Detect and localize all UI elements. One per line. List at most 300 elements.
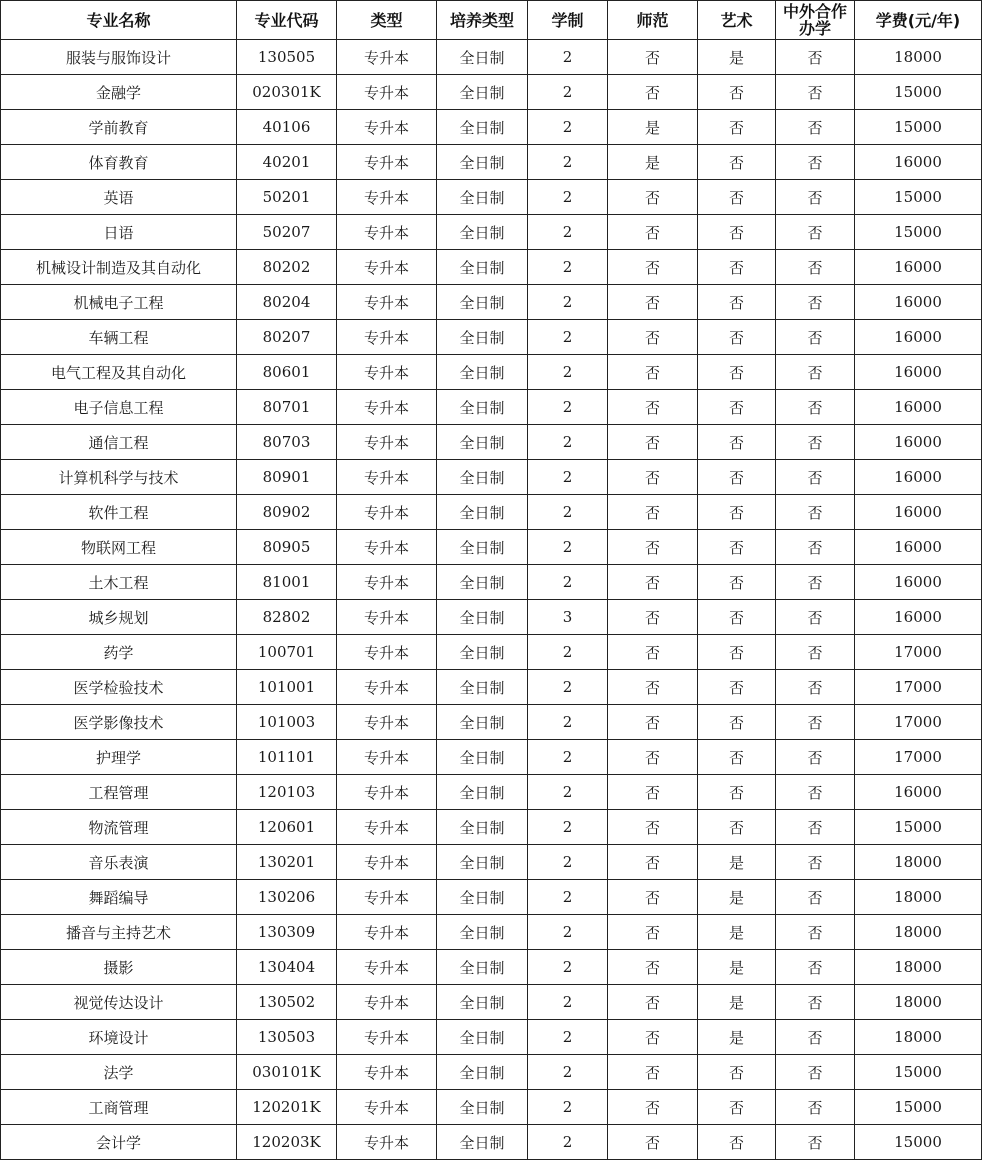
cell-tuition: 17000 — [855, 635, 982, 670]
cell-art: 否 — [698, 775, 776, 810]
cell-tuition: 16000 — [855, 145, 982, 180]
cell-training-type: 全日制 — [437, 1090, 528, 1125]
cell-training-type: 全日制 — [437, 110, 528, 145]
cell-major-code: 130505 — [237, 40, 337, 75]
cell-training-type: 全日制 — [437, 985, 528, 1020]
cell-normal: 否 — [608, 390, 698, 425]
cell-type: 专升本 — [337, 845, 437, 880]
cell-major-code: 130404 — [237, 950, 337, 985]
cell-joint-program: 否 — [776, 75, 855, 110]
table-row — [1, 460, 982, 495]
header-row — [1, 1, 982, 40]
cell-joint-program: 否 — [776, 740, 855, 775]
table-row — [1, 985, 982, 1020]
cell-art: 否 — [698, 1125, 776, 1160]
cell-training-type: 全日制 — [437, 460, 528, 495]
cell-normal: 是 — [608, 145, 698, 180]
cell-type: 专升本 — [337, 250, 437, 285]
header-joint-program: 中外合作办学 — [776, 1, 855, 40]
cell-tuition: 15000 — [855, 180, 982, 215]
cell-tuition: 16000 — [855, 425, 982, 460]
cell-major-name: 日语 — [1, 215, 237, 250]
cell-major-name: 物流管理 — [1, 810, 237, 845]
cell-normal: 否 — [608, 810, 698, 845]
cell-tuition: 15000 — [855, 1090, 982, 1125]
cell-training-type: 全日制 — [437, 1055, 528, 1090]
cell-normal: 否 — [608, 845, 698, 880]
table-row — [1, 110, 982, 145]
table-row — [1, 565, 982, 600]
cell-art: 是 — [698, 950, 776, 985]
cell-art: 是 — [698, 915, 776, 950]
cell-art: 否 — [698, 1055, 776, 1090]
table-row — [1, 180, 982, 215]
cell-major-code: 130201 — [237, 845, 337, 880]
cell-tuition: 17000 — [855, 670, 982, 705]
cell-type: 专升本 — [337, 530, 437, 565]
cell-normal: 否 — [608, 355, 698, 390]
cell-art: 否 — [698, 320, 776, 355]
cell-type: 专升本 — [337, 320, 437, 355]
cell-tuition: 18000 — [855, 40, 982, 75]
cell-training-type: 全日制 — [437, 845, 528, 880]
cell-major-code: 130309 — [237, 915, 337, 950]
cell-joint-program: 否 — [776, 250, 855, 285]
cell-tuition: 16000 — [855, 320, 982, 355]
cell-normal: 否 — [608, 215, 698, 250]
cell-training-type: 全日制 — [437, 950, 528, 985]
header-tuition: 学费(元/年) — [855, 1, 982, 40]
cell-normal: 否 — [608, 880, 698, 915]
cell-major-name: 会计学 — [1, 1125, 237, 1160]
cell-major-code: 81001 — [237, 565, 337, 600]
cell-joint-program: 否 — [776, 1090, 855, 1125]
cell-type: 专升本 — [337, 40, 437, 75]
cell-type: 专升本 — [337, 495, 437, 530]
cell-type: 专升本 — [337, 180, 437, 215]
cell-joint-program: 否 — [776, 390, 855, 425]
cell-art: 否 — [698, 565, 776, 600]
cell-major-code: 80902 — [237, 495, 337, 530]
cell-joint-program: 否 — [776, 320, 855, 355]
cell-tuition: 16000 — [855, 530, 982, 565]
cell-major-name: 医学影像技术 — [1, 705, 237, 740]
cell-major-name: 机械设计制造及其自动化 — [1, 250, 237, 285]
header-major-name: 专业名称 — [1, 1, 237, 40]
cell-duration: 2 — [528, 1090, 608, 1125]
cell-type: 专升本 — [337, 75, 437, 110]
cell-major-code: 50201 — [237, 180, 337, 215]
cell-type: 专升本 — [337, 285, 437, 320]
cell-art: 否 — [698, 425, 776, 460]
cell-major-code: 80601 — [237, 355, 337, 390]
cell-tuition: 18000 — [855, 1020, 982, 1055]
cell-joint-program: 否 — [776, 670, 855, 705]
cell-major-code: 80202 — [237, 250, 337, 285]
cell-tuition: 17000 — [855, 705, 982, 740]
table-row — [1, 950, 982, 985]
cell-type: 专升本 — [337, 740, 437, 775]
table-row — [1, 775, 982, 810]
cell-tuition: 16000 — [855, 460, 982, 495]
cell-tuition: 16000 — [855, 355, 982, 390]
cell-art: 否 — [698, 215, 776, 250]
cell-joint-program: 否 — [776, 425, 855, 460]
cell-normal: 否 — [608, 740, 698, 775]
cell-training-type: 全日制 — [437, 215, 528, 250]
cell-type: 专升本 — [337, 425, 437, 460]
cell-major-code: 80207 — [237, 320, 337, 355]
table-row — [1, 600, 982, 635]
cell-major-code: 80901 — [237, 460, 337, 495]
cell-major-code: 80701 — [237, 390, 337, 425]
cell-art: 否 — [698, 460, 776, 495]
cell-duration: 2 — [528, 845, 608, 880]
cell-art: 是 — [698, 40, 776, 75]
cell-major-name: 电子信息工程 — [1, 390, 237, 425]
cell-major-name: 环境设计 — [1, 1020, 237, 1055]
cell-duration: 2 — [528, 320, 608, 355]
table-row — [1, 145, 982, 180]
cell-major-code: 80905 — [237, 530, 337, 565]
cell-joint-program: 否 — [776, 810, 855, 845]
cell-duration: 2 — [528, 250, 608, 285]
table-row — [1, 40, 982, 75]
cell-duration: 2 — [528, 425, 608, 460]
cell-joint-program: 否 — [776, 285, 855, 320]
cell-training-type: 全日制 — [437, 390, 528, 425]
cell-art: 否 — [698, 355, 776, 390]
cell-normal: 否 — [608, 950, 698, 985]
cell-type: 专升本 — [337, 110, 437, 145]
table-row — [1, 740, 982, 775]
cell-major-name: 工商管理 — [1, 1090, 237, 1125]
header-duration: 学制 — [528, 1, 608, 40]
cell-duration: 2 — [528, 75, 608, 110]
cell-art: 是 — [698, 845, 776, 880]
cell-normal: 否 — [608, 250, 698, 285]
cell-type: 专升本 — [337, 1055, 437, 1090]
cell-duration: 2 — [528, 495, 608, 530]
cell-major-name: 播音与主持艺术 — [1, 915, 237, 950]
cell-major-name: 通信工程 — [1, 425, 237, 460]
cell-training-type: 全日制 — [437, 530, 528, 565]
cell-major-name: 音乐表演 — [1, 845, 237, 880]
cell-duration: 2 — [528, 390, 608, 425]
cell-training-type: 全日制 — [437, 1125, 528, 1160]
cell-tuition: 16000 — [855, 495, 982, 530]
header-major-code: 专业代码 — [237, 1, 337, 40]
cell-normal: 否 — [608, 915, 698, 950]
cell-major-code: 101001 — [237, 670, 337, 705]
table-row — [1, 355, 982, 390]
cell-normal: 否 — [608, 635, 698, 670]
cell-type: 专升本 — [337, 950, 437, 985]
cell-duration: 2 — [528, 705, 608, 740]
cell-art: 否 — [698, 635, 776, 670]
cell-joint-program: 否 — [776, 880, 855, 915]
cell-tuition: 18000 — [855, 880, 982, 915]
header-art: 艺术 — [698, 1, 776, 40]
cell-training-type: 全日制 — [437, 880, 528, 915]
cell-type: 专升本 — [337, 600, 437, 635]
cell-art: 否 — [698, 705, 776, 740]
table-row — [1, 1020, 982, 1055]
cell-art: 否 — [698, 110, 776, 145]
cell-major-code: 82802 — [237, 600, 337, 635]
cell-duration: 2 — [528, 215, 608, 250]
cell-duration: 2 — [528, 40, 608, 75]
cell-training-type: 全日制 — [437, 915, 528, 950]
cell-normal: 否 — [608, 985, 698, 1020]
cell-type: 专升本 — [337, 810, 437, 845]
cell-joint-program: 否 — [776, 355, 855, 390]
cell-normal: 否 — [608, 670, 698, 705]
cell-training-type: 全日制 — [437, 600, 528, 635]
cell-normal: 否 — [608, 1020, 698, 1055]
cell-major-code: 40201 — [237, 145, 337, 180]
cell-tuition: 15000 — [855, 1125, 982, 1160]
cell-training-type: 全日制 — [437, 320, 528, 355]
cell-normal: 否 — [608, 495, 698, 530]
cell-tuition: 15000 — [855, 110, 982, 145]
cell-duration: 2 — [528, 145, 608, 180]
table-row — [1, 670, 982, 705]
cell-type: 专升本 — [337, 635, 437, 670]
cell-major-name: 服装与服饰设计 — [1, 40, 237, 75]
cell-duration: 2 — [528, 180, 608, 215]
cell-normal: 否 — [608, 285, 698, 320]
cell-major-name: 机械电子工程 — [1, 285, 237, 320]
cell-major-code: 130502 — [237, 985, 337, 1020]
cell-duration: 2 — [528, 1020, 608, 1055]
cell-art: 否 — [698, 810, 776, 845]
cell-duration: 2 — [528, 1125, 608, 1160]
cell-type: 专升本 — [337, 1020, 437, 1055]
cell-training-type: 全日制 — [437, 425, 528, 460]
cell-tuition: 18000 — [855, 915, 982, 950]
cell-type: 专升本 — [337, 145, 437, 180]
table-row — [1, 1125, 982, 1160]
cell-joint-program: 否 — [776, 530, 855, 565]
header-training-type: 培养类型 — [437, 1, 528, 40]
cell-normal: 否 — [608, 530, 698, 565]
cell-tuition: 15000 — [855, 215, 982, 250]
cell-tuition: 18000 — [855, 950, 982, 985]
cell-major-name: 计算机科学与技术 — [1, 460, 237, 495]
table-row — [1, 705, 982, 740]
cell-major-name: 学前教育 — [1, 110, 237, 145]
cell-art: 否 — [698, 670, 776, 705]
cell-art: 否 — [698, 180, 776, 215]
cell-training-type: 全日制 — [437, 145, 528, 180]
cell-training-type: 全日制 — [437, 250, 528, 285]
cell-duration: 2 — [528, 110, 608, 145]
cell-normal: 否 — [608, 460, 698, 495]
cell-type: 专升本 — [337, 705, 437, 740]
header-normal: 师范 — [608, 1, 698, 40]
cell-normal: 否 — [608, 180, 698, 215]
table-row — [1, 810, 982, 845]
cell-training-type: 全日制 — [437, 355, 528, 390]
cell-art: 否 — [698, 530, 776, 565]
cell-art: 是 — [698, 880, 776, 915]
cell-joint-program: 否 — [776, 635, 855, 670]
cell-art: 否 — [698, 495, 776, 530]
cell-training-type: 全日制 — [437, 495, 528, 530]
cell-tuition: 16000 — [855, 390, 982, 425]
table-row — [1, 390, 982, 425]
cell-type: 专升本 — [337, 565, 437, 600]
cell-duration: 2 — [528, 740, 608, 775]
cell-joint-program: 否 — [776, 600, 855, 635]
cell-duration: 3 — [528, 600, 608, 635]
cell-major-code: 80204 — [237, 285, 337, 320]
cell-normal: 否 — [608, 75, 698, 110]
cell-normal: 否 — [608, 565, 698, 600]
cell-major-code: 40106 — [237, 110, 337, 145]
cell-major-name: 医学检验技术 — [1, 670, 237, 705]
table-body — [1, 40, 982, 1160]
cell-major-code: 50207 — [237, 215, 337, 250]
cell-type: 专升本 — [337, 670, 437, 705]
cell-major-code: 100701 — [237, 635, 337, 670]
cell-major-name: 体育教育 — [1, 145, 237, 180]
cell-major-name: 城乡规划 — [1, 600, 237, 635]
table-row — [1, 915, 982, 950]
cell-duration: 2 — [528, 530, 608, 565]
cell-type: 专升本 — [337, 880, 437, 915]
cell-tuition: 18000 — [855, 985, 982, 1020]
cell-duration: 2 — [528, 355, 608, 390]
cell-joint-program: 否 — [776, 1020, 855, 1055]
cell-training-type: 全日制 — [437, 565, 528, 600]
cell-type: 专升本 — [337, 775, 437, 810]
cell-training-type: 全日制 — [437, 670, 528, 705]
table-row — [1, 75, 982, 110]
cell-art: 否 — [698, 250, 776, 285]
cell-art: 否 — [698, 145, 776, 180]
table-header — [1, 1, 982, 40]
cell-major-code: 120601 — [237, 810, 337, 845]
cell-major-name: 土木工程 — [1, 565, 237, 600]
cell-training-type: 全日制 — [437, 1020, 528, 1055]
cell-major-code: 020301K — [237, 75, 337, 110]
cell-art: 是 — [698, 1020, 776, 1055]
cell-normal: 是 — [608, 110, 698, 145]
cell-normal: 否 — [608, 425, 698, 460]
cell-joint-program: 否 — [776, 110, 855, 145]
cell-major-code: 101003 — [237, 705, 337, 740]
cell-major-code: 120203K — [237, 1125, 337, 1160]
cell-duration: 2 — [528, 775, 608, 810]
cell-duration: 2 — [528, 950, 608, 985]
cell-major-name: 舞蹈编导 — [1, 880, 237, 915]
cell-major-code: 130503 — [237, 1020, 337, 1055]
table-row — [1, 285, 982, 320]
cell-joint-program: 否 — [776, 495, 855, 530]
cell-joint-program: 否 — [776, 40, 855, 75]
cell-duration: 2 — [528, 985, 608, 1020]
cell-major-name: 摄影 — [1, 950, 237, 985]
cell-joint-program: 否 — [776, 565, 855, 600]
table-row — [1, 425, 982, 460]
cell-art: 否 — [698, 1090, 776, 1125]
cell-major-name: 英语 — [1, 180, 237, 215]
cell-major-code: 130206 — [237, 880, 337, 915]
cell-major-name: 法学 — [1, 1055, 237, 1090]
cell-type: 专升本 — [337, 1090, 437, 1125]
cell-normal: 否 — [608, 775, 698, 810]
cell-tuition: 17000 — [855, 740, 982, 775]
cell-type: 专升本 — [337, 215, 437, 250]
table-row — [1, 495, 982, 530]
cell-normal: 否 — [608, 320, 698, 355]
cell-duration: 2 — [528, 635, 608, 670]
cell-training-type: 全日制 — [437, 635, 528, 670]
cell-duration: 2 — [528, 460, 608, 495]
cell-art: 否 — [698, 75, 776, 110]
cell-tuition: 16000 — [855, 285, 982, 320]
cell-duration: 2 — [528, 810, 608, 845]
cell-art: 否 — [698, 285, 776, 320]
cell-major-name: 药学 — [1, 635, 237, 670]
cell-tuition: 16000 — [855, 565, 982, 600]
cell-joint-program: 否 — [776, 215, 855, 250]
cell-major-name: 金融学 — [1, 75, 237, 110]
cell-joint-program: 否 — [776, 845, 855, 880]
table-row — [1, 320, 982, 355]
cell-type: 专升本 — [337, 1125, 437, 1160]
cell-normal: 否 — [608, 40, 698, 75]
cell-joint-program: 否 — [776, 705, 855, 740]
cell-training-type: 全日制 — [437, 180, 528, 215]
cell-duration: 2 — [528, 915, 608, 950]
table-row — [1, 250, 982, 285]
header-type: 类型 — [337, 1, 437, 40]
cell-normal: 否 — [608, 705, 698, 740]
table-row — [1, 1090, 982, 1125]
cell-joint-program: 否 — [776, 1055, 855, 1090]
table-row — [1, 215, 982, 250]
cell-major-name: 视觉传达设计 — [1, 985, 237, 1020]
cell-normal: 否 — [608, 600, 698, 635]
cell-type: 专升本 — [337, 915, 437, 950]
cell-major-name: 软件工程 — [1, 495, 237, 530]
cell-tuition: 15000 — [855, 75, 982, 110]
cell-art: 否 — [698, 740, 776, 775]
cell-duration: 2 — [528, 670, 608, 705]
cell-tuition: 16000 — [855, 600, 982, 635]
cell-duration: 2 — [528, 285, 608, 320]
cell-major-code: 80703 — [237, 425, 337, 460]
cell-major-name: 工程管理 — [1, 775, 237, 810]
cell-joint-program: 否 — [776, 915, 855, 950]
cell-major-name: 电气工程及其自动化 — [1, 355, 237, 390]
cell-type: 专升本 — [337, 460, 437, 495]
cell-tuition: 18000 — [855, 845, 982, 880]
cell-normal: 否 — [608, 1125, 698, 1160]
cell-joint-program: 否 — [776, 180, 855, 215]
cell-tuition: 16000 — [855, 775, 982, 810]
cell-art: 是 — [698, 985, 776, 1020]
cell-duration: 2 — [528, 1055, 608, 1090]
cell-joint-program: 否 — [776, 950, 855, 985]
cell-tuition: 15000 — [855, 1055, 982, 1090]
cell-type: 专升本 — [337, 390, 437, 425]
cell-normal: 否 — [608, 1090, 698, 1125]
cell-training-type: 全日制 — [437, 705, 528, 740]
